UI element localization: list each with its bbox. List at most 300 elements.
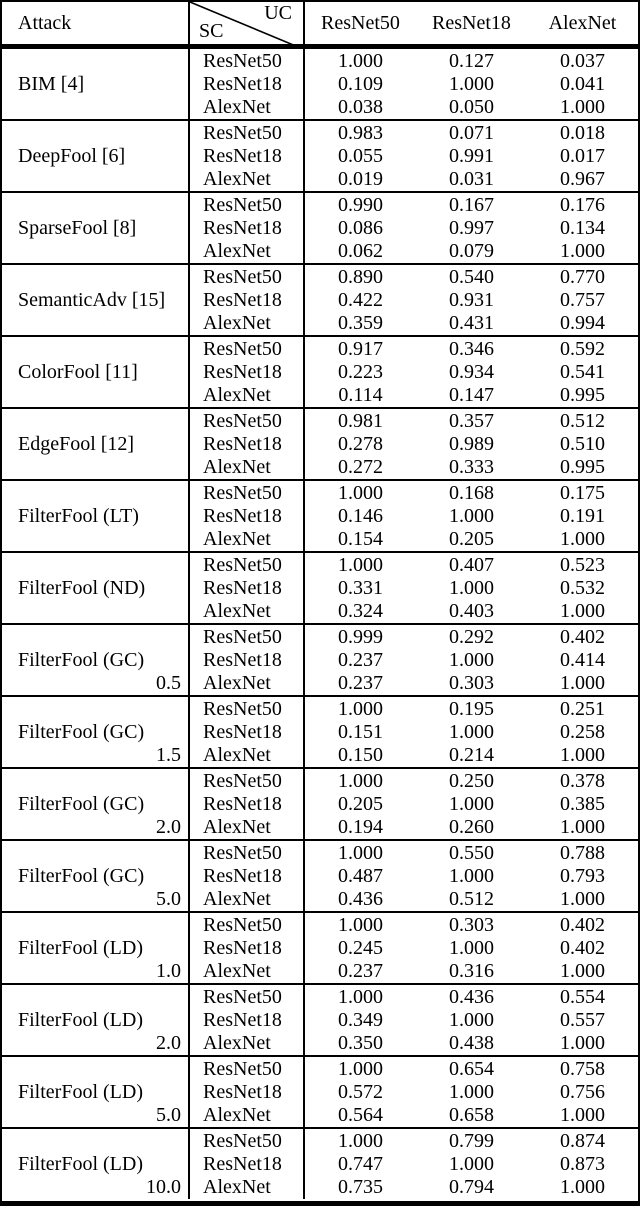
- attack-spacer: [2, 121, 188, 144]
- value-cell: 0.191: [560, 504, 605, 527]
- value-cell: 0.770: [560, 265, 605, 288]
- value-cell: 0.359: [338, 312, 383, 335]
- value-cell: 0.541: [560, 360, 605, 383]
- attack-cell: [2, 337, 190, 407]
- value-cell: 1.000: [338, 481, 383, 504]
- value-cell: 1.000: [560, 960, 605, 983]
- value-cell: 0.237: [338, 648, 383, 671]
- data-column-resnet50: [305, 49, 416, 119]
- value-cell: 0.487: [338, 864, 383, 887]
- surrogate-label: AlexNet: [203, 312, 271, 335]
- value-cell: 0.333: [449, 456, 494, 479]
- value-cell: 0.151: [338, 720, 383, 743]
- data-column-alexnet: [527, 625, 638, 695]
- value-cell: 0.258: [560, 720, 605, 743]
- data-column-resnet18: [416, 553, 527, 623]
- surrogate-label: ResNet18: [203, 504, 282, 527]
- attack-row-group: [2, 49, 638, 121]
- attack-name: FilterFool (LD): [18, 936, 143, 959]
- value-cell: 0.050: [449, 96, 494, 119]
- data-column-alexnet: [527, 49, 638, 119]
- surrogate-label: ResNet18: [203, 864, 282, 887]
- value-cell: 1.000: [560, 744, 605, 767]
- value-cell: 0.303: [449, 913, 494, 936]
- value-cell: 0.994: [560, 312, 605, 335]
- data-column-resnet18: [416, 265, 527, 335]
- surrogate-label: ResNet18: [203, 576, 282, 599]
- attack-param: [2, 528, 188, 551]
- attack-cell: [2, 841, 190, 911]
- data-column-alexnet: [527, 265, 638, 335]
- attack-name: FilterFool (GC): [18, 720, 145, 743]
- value-cell: 0.523: [560, 553, 605, 576]
- value-cell: 0.037: [560, 49, 605, 72]
- value-cell: 0.422: [338, 288, 383, 311]
- data-column-alexnet: [527, 769, 638, 839]
- value-cell: 0.175: [560, 481, 605, 504]
- value-cell: 1.000: [560, 528, 605, 551]
- value-cell: 0.794: [449, 1176, 494, 1199]
- value-cell: 1.000: [560, 1104, 605, 1127]
- value-cell: 0.109: [338, 72, 383, 95]
- attack-cell: [2, 769, 190, 839]
- surrogate-cell: [190, 985, 305, 1055]
- value-cell: 0.550: [449, 841, 494, 864]
- surrogate-cell: [190, 265, 305, 335]
- surrogate-label: ResNet50: [203, 193, 282, 216]
- attack-param: [2, 240, 188, 263]
- surrogate-cell: [190, 121, 305, 191]
- surrogate-label: ResNet50: [203, 481, 282, 504]
- surrogate-cell: [190, 193, 305, 263]
- data-column-resnet18: [416, 1057, 527, 1127]
- attack-row-group: [2, 409, 638, 481]
- value-cell: 1.000: [338, 697, 383, 720]
- surrogate-label: ResNet18: [203, 360, 282, 383]
- value-cell: 0.532: [560, 576, 605, 599]
- surrogate-cell: [190, 841, 305, 911]
- value-cell: 1.000: [449, 504, 494, 527]
- attack-row-group: [2, 121, 638, 193]
- value-cell: 0.554: [560, 985, 605, 1008]
- attack-name: FilterFool (GC): [18, 648, 145, 671]
- surrogate-label: ResNet18: [203, 1008, 282, 1031]
- value-cell: 1.000: [560, 1032, 605, 1055]
- attack-row-group: [2, 769, 638, 841]
- attack-spacer: [2, 625, 188, 648]
- surrogate-label: AlexNet: [203, 744, 271, 767]
- data-column-resnet18: [416, 337, 527, 407]
- attack-param: 5.0: [156, 888, 181, 911]
- value-cell: 1.000: [449, 72, 494, 95]
- data-column-resnet18: [416, 625, 527, 695]
- attack-name: SemanticAdv [15]: [18, 288, 166, 311]
- value-cell: 0.260: [449, 816, 494, 839]
- attack-spacer: [2, 1129, 188, 1152]
- value-cell: 1.000: [338, 553, 383, 576]
- value-cell: 0.438: [449, 1032, 494, 1055]
- value-cell: 0.062: [338, 240, 383, 263]
- value-cell: 0.557: [560, 1008, 605, 1031]
- value-cell: 0.890: [338, 265, 383, 288]
- attack-row-group: [2, 625, 638, 697]
- data-column-resnet50: [305, 985, 416, 1055]
- data-column-resnet50: [305, 337, 416, 407]
- value-cell: 0.572: [338, 1080, 383, 1103]
- value-cell: 0.168: [449, 481, 494, 504]
- attack-cell: [2, 553, 190, 623]
- data-column-resnet18: [416, 769, 527, 839]
- data-column-alexnet: [527, 1057, 638, 1127]
- value-cell: 0.402: [560, 913, 605, 936]
- value-cell: 0.303: [449, 672, 494, 695]
- surrogate-label: ResNet50: [203, 697, 282, 720]
- attack-cell: [2, 193, 190, 263]
- surrogate-label: AlexNet: [203, 888, 271, 911]
- attack-name: FilterFool (LD): [18, 1152, 143, 1175]
- value-cell: 0.793: [560, 864, 605, 887]
- surrogate-cell: [190, 1057, 305, 1127]
- surrogate-cell: [190, 409, 305, 479]
- data-column-resnet18: [416, 481, 527, 551]
- surrogate-label: ResNet50: [203, 49, 282, 72]
- surrogate-label: AlexNet: [203, 456, 271, 479]
- attack-row-group: [2, 913, 638, 985]
- value-cell: 1.000: [560, 240, 605, 263]
- data-column-alexnet: [527, 121, 638, 191]
- surrogate-label: ResNet18: [203, 288, 282, 311]
- surrogate-label: ResNet50: [203, 769, 282, 792]
- attack-row-group: [2, 337, 638, 409]
- value-cell: 1.000: [560, 816, 605, 839]
- value-cell: 0.350: [338, 1032, 383, 1055]
- data-column-resnet50: [305, 1057, 416, 1127]
- value-cell: 0.055: [338, 144, 383, 167]
- surrogate-cell: [190, 913, 305, 983]
- surrogate-label: ResNet50: [203, 913, 282, 936]
- data-column-alexnet: [527, 697, 638, 767]
- attack-spacer: [2, 697, 188, 720]
- surrogate-cell: [190, 625, 305, 695]
- surrogate-label: ResNet18: [203, 72, 282, 95]
- value-cell: 0.407: [449, 553, 494, 576]
- value-cell: 0.031: [449, 168, 494, 191]
- value-cell: 0.510: [560, 432, 605, 455]
- uc-sc-diagonal-header-cell: [190, 2, 305, 44]
- surrogate-label: AlexNet: [203, 816, 271, 839]
- surrogate-label: ResNet50: [203, 841, 282, 864]
- attack-name: EdgeFool [12]: [18, 432, 135, 455]
- value-cell: 1.000: [338, 1129, 383, 1152]
- value-cell: 0.237: [338, 960, 383, 983]
- surrogate-label: ResNet18: [203, 936, 282, 959]
- value-cell: 1.000: [449, 1152, 494, 1175]
- data-column-resnet50: [305, 697, 416, 767]
- surrogate-cell: [190, 697, 305, 767]
- value-cell: 0.414: [560, 648, 605, 671]
- attack-param: [2, 600, 188, 623]
- value-cell: 0.114: [338, 384, 383, 407]
- value-cell: 0.378: [560, 769, 605, 792]
- value-cell: 0.436: [449, 985, 494, 1008]
- data-column-resnet50: [305, 625, 416, 695]
- attack-param: 5.0: [156, 1104, 181, 1127]
- attack-spacer: [2, 193, 188, 216]
- data-column-alexnet: [527, 337, 638, 407]
- data-column-resnet18: [416, 1129, 527, 1199]
- value-cell: 0.176: [560, 193, 605, 216]
- value-cell: 1.000: [560, 1176, 605, 1199]
- value-cell: 1.000: [449, 864, 494, 887]
- surrogate-label: AlexNet: [203, 1176, 271, 1199]
- attack-cell: [2, 49, 190, 119]
- value-cell: 0.999: [338, 625, 383, 648]
- value-cell: 0.512: [560, 409, 605, 432]
- attack-param: [2, 96, 188, 119]
- value-cell: 0.512: [449, 888, 494, 911]
- data-column-alexnet: [527, 985, 638, 1055]
- attack-row-group: [2, 481, 638, 553]
- value-cell: 0.019: [338, 168, 383, 191]
- value-cell: 0.991: [449, 144, 494, 167]
- value-cell: 0.346: [449, 337, 494, 360]
- attack-spacer: [2, 265, 188, 288]
- value-cell: 1.000: [449, 1008, 494, 1031]
- value-cell: 0.874: [560, 1129, 605, 1152]
- surrogate-cell: [190, 337, 305, 407]
- value-cell: 0.086: [338, 216, 383, 239]
- value-cell: 1.000: [338, 985, 383, 1008]
- data-column-resnet18: [416, 49, 527, 119]
- value-cell: 0.402: [560, 625, 605, 648]
- value-cell: 1.000: [449, 792, 494, 815]
- surrogate-cell: [190, 481, 305, 551]
- attack-param: [2, 168, 188, 191]
- value-cell: 0.989: [449, 432, 494, 455]
- attack-spacer: [2, 1057, 188, 1080]
- attack-name: FilterFool (GC): [18, 864, 145, 887]
- surrogate-label: AlexNet: [203, 672, 271, 695]
- attack-name: FilterFool (LT): [18, 504, 139, 527]
- attack-param: 0.5: [156, 672, 181, 695]
- value-cell: 1.000: [338, 913, 383, 936]
- value-cell: 0.995: [560, 384, 605, 407]
- value-cell: 0.146: [338, 504, 383, 527]
- value-cell: 0.127: [449, 49, 494, 72]
- attack-column-header: Attack: [2, 2, 190, 44]
- value-cell: 0.205: [338, 792, 383, 815]
- data-column-resnet50: [305, 913, 416, 983]
- value-cell: 0.997: [449, 216, 494, 239]
- data-column-resnet50: [305, 121, 416, 191]
- attack-param: [2, 312, 188, 335]
- attack-row-group: [2, 1129, 638, 1199]
- data-column-resnet50: [305, 265, 416, 335]
- attack-param: [2, 384, 188, 407]
- data-column-alexnet: [527, 1129, 638, 1199]
- attack-cell: [2, 985, 190, 1055]
- attack-param: [2, 456, 188, 479]
- data-column-alexnet: [527, 481, 638, 551]
- surrogate-label: ResNet18: [203, 1152, 282, 1175]
- data-column-resnet50: [305, 553, 416, 623]
- attack-param: 1.5: [156, 744, 181, 767]
- value-cell: 0.167: [449, 193, 494, 216]
- value-cell: 0.990: [338, 193, 383, 216]
- attack-cell: [2, 481, 190, 551]
- attack-name: FilterFool (LD): [18, 1008, 143, 1031]
- value-cell: 0.038: [338, 96, 383, 119]
- surrogate-label: ResNet18: [203, 432, 282, 455]
- value-cell: 0.403: [449, 600, 494, 623]
- surrogate-label: ResNet18: [203, 648, 282, 671]
- data-column-resnet18: [416, 121, 527, 191]
- value-cell: 0.983: [338, 121, 383, 144]
- value-cell: 0.079: [449, 240, 494, 263]
- surrogate-label: ResNet18: [203, 144, 282, 167]
- attack-spacer: [2, 841, 188, 864]
- data-column-resnet50: [305, 409, 416, 479]
- attack-cell: [2, 121, 190, 191]
- value-cell: 0.150: [338, 744, 383, 767]
- value-cell: 0.134: [560, 216, 605, 239]
- surrogate-label: AlexNet: [203, 384, 271, 407]
- value-cell: 0.251: [560, 697, 605, 720]
- attack-row-group: [2, 841, 638, 913]
- surrogate-cell: [190, 1129, 305, 1199]
- uc-label: UC: [264, 2, 292, 24]
- value-cell: 0.223: [338, 360, 383, 383]
- surrogate-label: AlexNet: [203, 600, 271, 623]
- surrogate-label: AlexNet: [203, 1104, 271, 1127]
- surrogate-label: AlexNet: [203, 168, 271, 191]
- attack-spacer: [2, 49, 188, 72]
- attack-cell: [2, 625, 190, 695]
- surrogate-label: AlexNet: [203, 1032, 271, 1055]
- value-cell: 0.788: [560, 841, 605, 864]
- attack-param: 2.0: [156, 816, 181, 839]
- value-cell: 0.758: [560, 1057, 605, 1080]
- attack-cell: [2, 1057, 190, 1127]
- table-header-row: [2, 2, 638, 49]
- value-cell: 1.000: [338, 1057, 383, 1080]
- value-cell: 0.658: [449, 1104, 494, 1127]
- value-cell: 1.000: [560, 888, 605, 911]
- value-cell: 0.292: [449, 625, 494, 648]
- attack-cell: [2, 697, 190, 767]
- attack-name: FilterFool (GC): [18, 792, 145, 815]
- attack-cell: [2, 409, 190, 479]
- attack-spacer: [2, 985, 188, 1008]
- data-column-resnet18: [416, 913, 527, 983]
- value-cell: 1.000: [449, 936, 494, 959]
- value-cell: 0.349: [338, 1008, 383, 1031]
- value-cell: 1.000: [560, 96, 605, 119]
- surrogate-label: ResNet50: [203, 553, 282, 576]
- surrogate-cell: [190, 769, 305, 839]
- value-cell: 0.041: [560, 72, 605, 95]
- attack-row-group: [2, 697, 638, 769]
- attack-row-group: [2, 1057, 638, 1129]
- value-cell: 0.654: [449, 1057, 494, 1080]
- surrogate-label: ResNet50: [203, 121, 282, 144]
- value-cell: 1.000: [449, 576, 494, 599]
- surrogate-label: ResNet18: [203, 792, 282, 815]
- value-cell: 0.934: [449, 360, 494, 383]
- attack-param: 10.0: [146, 1176, 181, 1199]
- data-column-alexnet: [527, 409, 638, 479]
- attack-cell: [2, 1129, 190, 1199]
- attack-param: 2.0: [156, 1032, 181, 1055]
- value-cell: 0.331: [338, 576, 383, 599]
- attack-spacer: [2, 481, 188, 504]
- value-cell: 0.756: [560, 1080, 605, 1103]
- value-cell: 0.931: [449, 288, 494, 311]
- attack-row-group: [2, 553, 638, 625]
- value-cell: 0.195: [449, 697, 494, 720]
- value-cell: 0.194: [338, 816, 383, 839]
- table-body: [2, 49, 638, 1199]
- surrogate-label: ResNet50: [203, 337, 282, 360]
- surrogate-label: AlexNet: [203, 960, 271, 983]
- data-column-resnet18: [416, 697, 527, 767]
- attack-row-group: [2, 985, 638, 1057]
- value-cell: 0.357: [449, 409, 494, 432]
- column-header-alexnet: AlexNet: [548, 11, 617, 34]
- data-column-resnet50: [305, 769, 416, 839]
- value-cell: 0.431: [449, 312, 494, 335]
- value-cell: 0.747: [338, 1152, 383, 1175]
- value-cell: 0.324: [338, 600, 383, 623]
- data-column-resnet50: [305, 841, 416, 911]
- value-cell: 0.205: [449, 528, 494, 551]
- data-column-resnet18: [416, 841, 527, 911]
- surrogate-label: ResNet50: [203, 625, 282, 648]
- data-column-alexnet: [527, 913, 638, 983]
- attack-cell: [2, 265, 190, 335]
- attack-param: 1.0: [156, 960, 181, 983]
- value-cell: 0.237: [338, 672, 383, 695]
- value-cell: 1.000: [449, 648, 494, 671]
- data-column-resnet18: [416, 193, 527, 263]
- value-cell: 0.154: [338, 528, 383, 551]
- value-cell: 0.402: [560, 936, 605, 959]
- value-cell: 0.917: [338, 337, 383, 360]
- value-cell: 0.995: [560, 456, 605, 479]
- surrogate-label: ResNet50: [203, 265, 282, 288]
- data-column-alexnet: [527, 553, 638, 623]
- value-cell: 0.564: [338, 1104, 383, 1127]
- value-cell: 0.757: [560, 288, 605, 311]
- attack-row-group: [2, 265, 638, 337]
- surrogate-label: ResNet18: [203, 1080, 282, 1103]
- value-cell: 0.245: [338, 936, 383, 959]
- attack-name: DeepFool [6]: [18, 144, 126, 167]
- attack-name: FilterFool (LD): [18, 1080, 143, 1103]
- sc-label: SC: [199, 20, 224, 42]
- value-cell: 0.272: [338, 456, 383, 479]
- surrogate-label: ResNet50: [203, 985, 282, 1008]
- value-cell: 0.967: [560, 168, 605, 191]
- value-cell: 0.250: [449, 769, 494, 792]
- value-cell: 1.000: [338, 49, 383, 72]
- value-cell: 1.000: [338, 841, 383, 864]
- attack-spacer: [2, 553, 188, 576]
- surrogate-label: AlexNet: [203, 96, 271, 119]
- column-header-resnet50: ResNet50: [321, 11, 400, 34]
- surrogate-label: ResNet18: [203, 216, 282, 239]
- surrogate-label: ResNet18: [203, 720, 282, 743]
